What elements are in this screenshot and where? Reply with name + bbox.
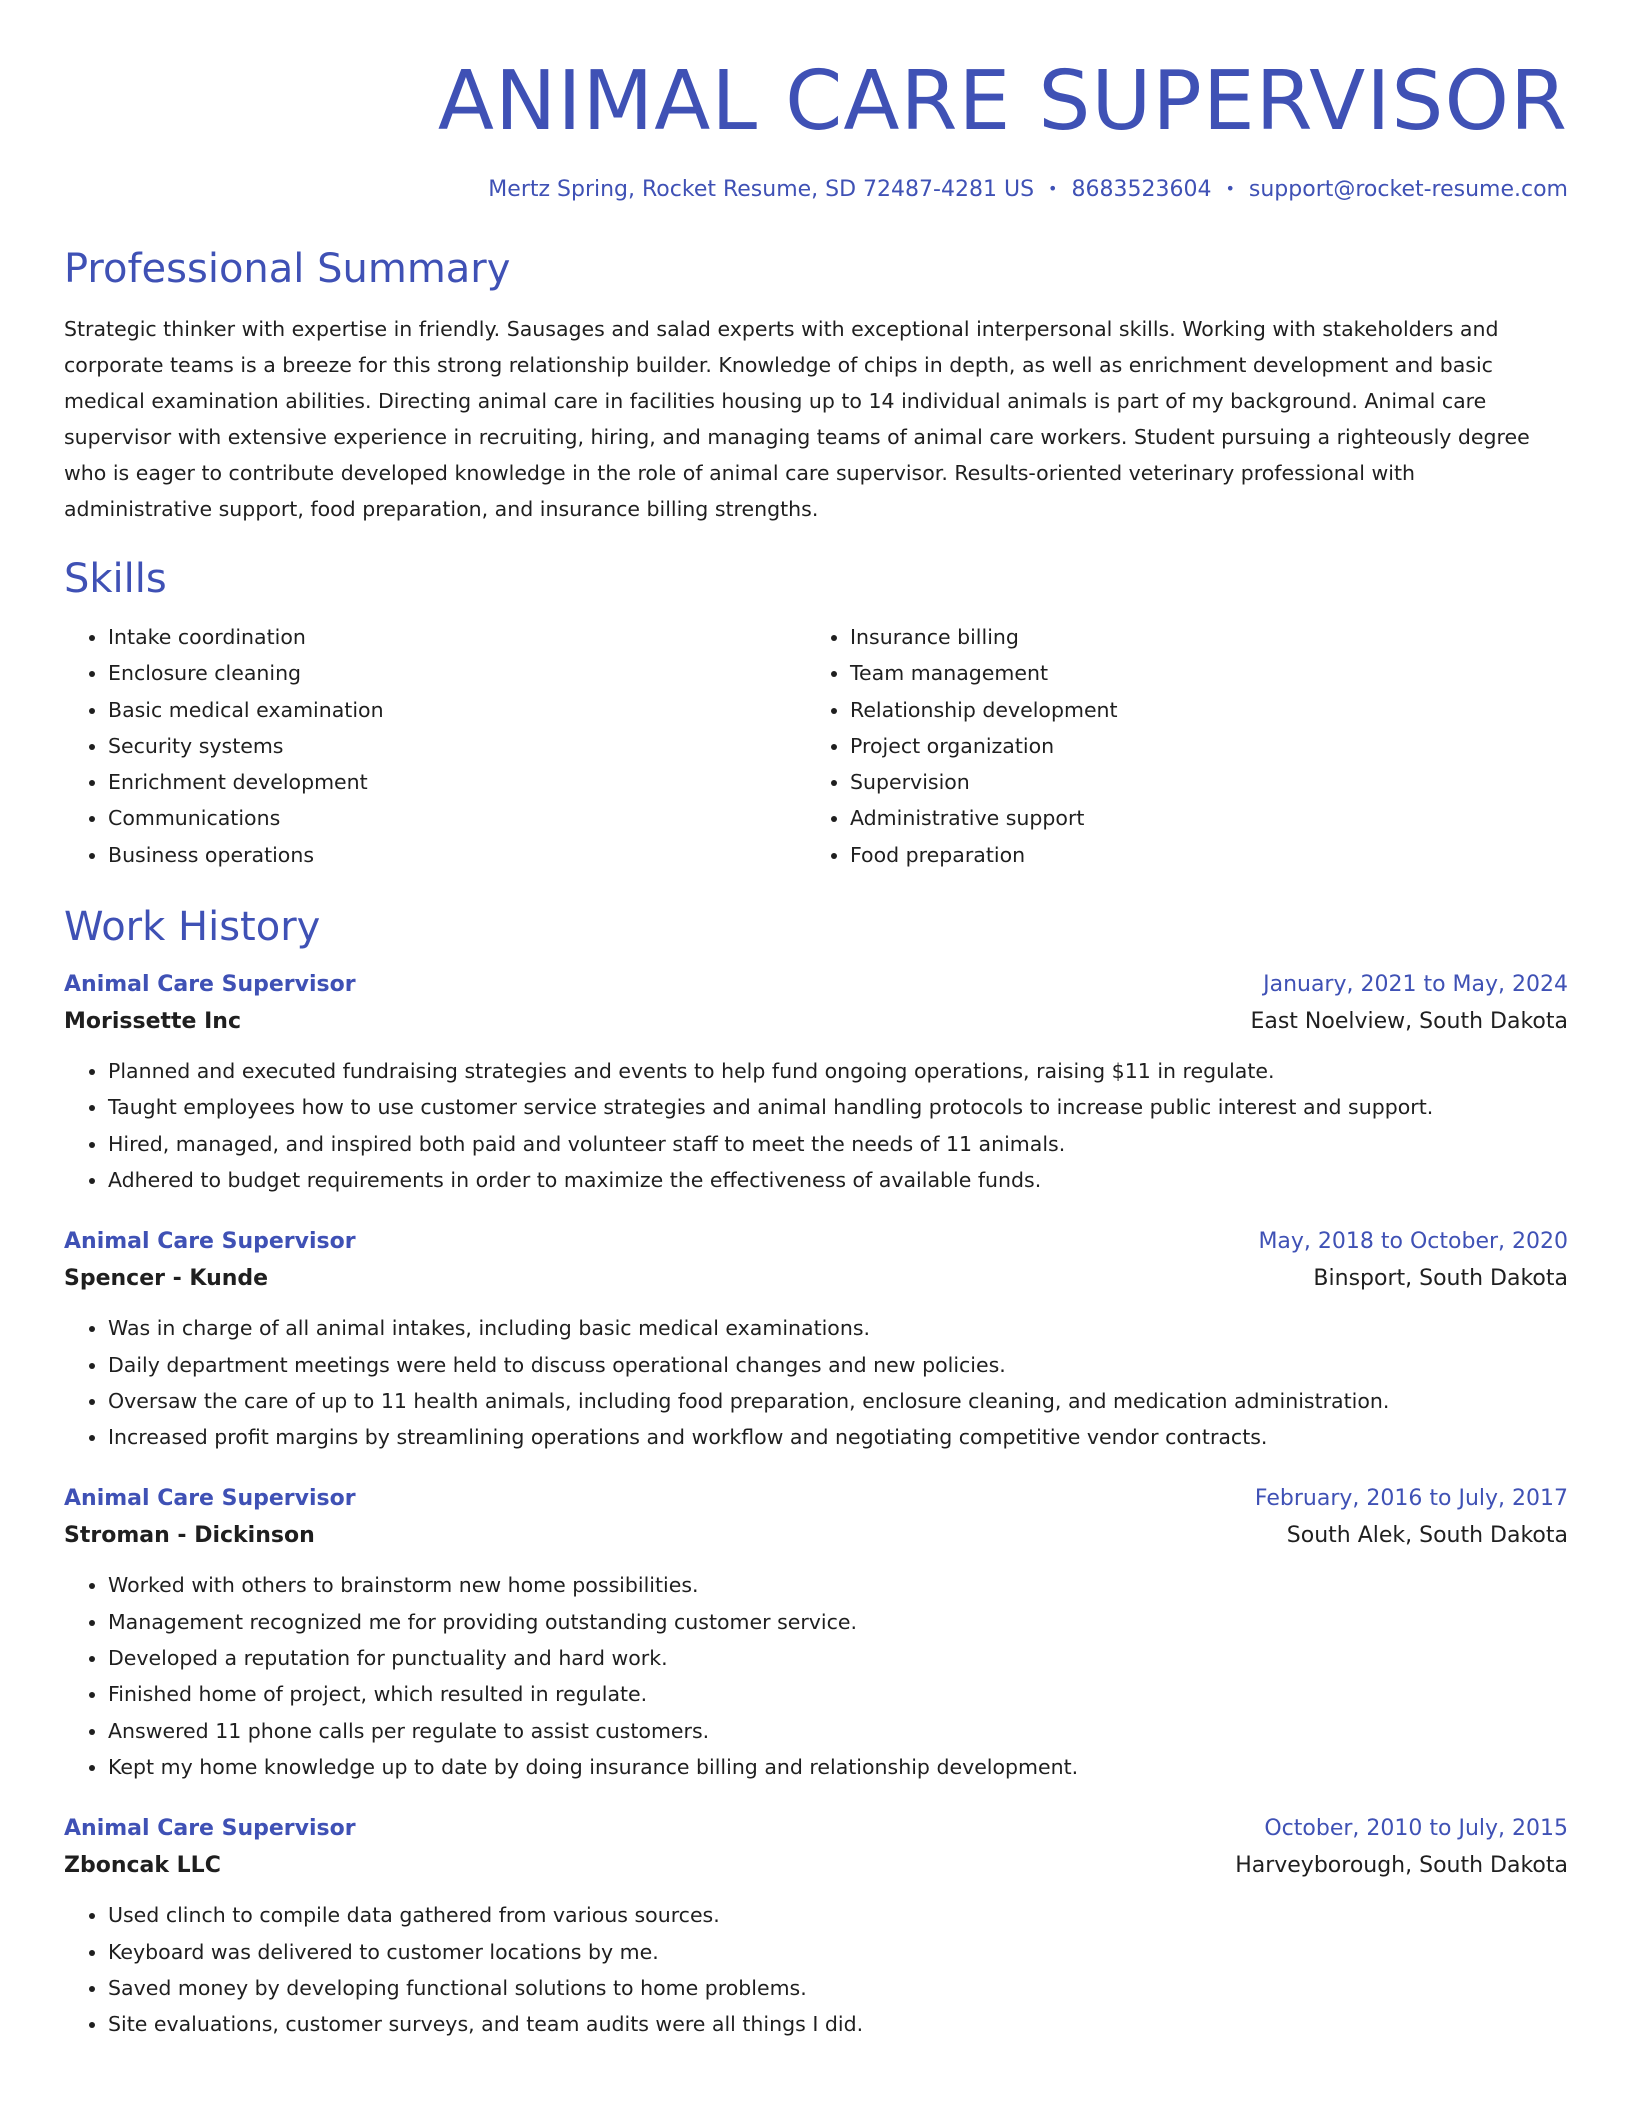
skill-item: • Security systems (108, 728, 806, 764)
job-location: South Alek, South Dakota (1286, 1523, 1568, 1549)
candidate-name: ANIMAL CARE SUPERVISOR (437, 54, 1568, 149)
job-subheader (64, 1517, 1568, 1555)
job-title: Animal Care Supervisor (64, 1229, 356, 1255)
job-bullets (64, 1567, 1568, 1785)
skill-item: • Supervision (850, 764, 1548, 800)
job-bullet: • Hired, managed, and inspired both paid and volunteer staff to meet the needs of 11 animals. (108, 1126, 1568, 1162)
skills-list (64, 619, 1568, 873)
job-bullet: • Used clinch to compile data gathered from various sources. (108, 1897, 1568, 1933)
job-subheader (64, 1003, 1568, 1041)
job-bullet: • Saved money by developing functional solutions to home problems. (108, 1970, 1568, 2006)
job-title: Animal Care Supervisor (64, 972, 356, 998)
job-dates: February, 2016 to July, 2017 (1254, 1486, 1568, 1512)
job-bullet: • Was in charge of all animal intakes, including basic medical examinations. (108, 1310, 1568, 1346)
job-dates: May, 2018 to October, 2020 (1258, 1229, 1568, 1255)
skill-item: • Administrative support (850, 800, 1548, 836)
job-entry (64, 1811, 1568, 2042)
job-header (64, 1481, 1568, 1517)
resume-page (64, 0, 1568, 2112)
skill-item: • Food preparation (850, 837, 1548, 873)
job-company: Zboncak LLC (64, 1853, 221, 1879)
job-entry (64, 1481, 1568, 1785)
contact-address: Mertz Spring, Rocket Resume, SD 72487-4281 US (488, 177, 1035, 202)
job-bullet: • Management recognized me for providing outstanding customer service. (108, 1604, 1568, 1640)
job-entry (64, 967, 1568, 1198)
job-bullet: • Developed a reputation for punctuality and hard work. (108, 1640, 1568, 1676)
work-history-heading: Work History (64, 904, 321, 951)
skill-item: • Team management (850, 655, 1548, 691)
job-bullets (64, 1053, 1568, 1198)
job-bullet: • Oversaw the care of up to 11 health animals, including food preparation, enclosure cleaning, and medication administration. (108, 1383, 1568, 1419)
contact-phone: 8683523604 (1071, 177, 1212, 202)
job-bullet: • Site evaluations, customer surveys, and team audits were all things I did. (108, 2006, 1568, 2042)
job-location: Harveyborough, South Dakota (1235, 1853, 1568, 1879)
job-bullets (64, 1310, 1568, 1455)
job-bullet: • Increased profit margins by streamlining operations and workflow and negotiating competitive vendor contracts. (108, 1419, 1568, 1455)
skills-column-left (64, 619, 806, 873)
skill-item: • Project organization (850, 728, 1548, 764)
skill-item: • Basic medical examination (108, 692, 806, 728)
skill-item: • Communications (108, 800, 806, 836)
job-bullets (64, 1897, 1568, 2042)
job-bullet: • Daily department meetings were held to discuss operational changes and new policies. (108, 1347, 1568, 1383)
job-bullet: • Worked with others to brainstorm new home possibilities. (108, 1567, 1568, 1603)
contact-line (64, 174, 1568, 205)
job-bullet: • Planned and executed fundraising strategies and events to help fund ongoing operations, raising $11 in regulate. (108, 1053, 1568, 1089)
job-location: East Noelview, South Dakota (1250, 1009, 1568, 1035)
job-subheader (64, 1847, 1568, 1885)
job-header (64, 1224, 1568, 1260)
skill-item: • Enrichment development (108, 764, 806, 800)
job-bullet: • Keyboard was delivered to customer locations by me. (108, 1934, 1568, 1970)
job-title: Animal Care Supervisor (64, 1816, 356, 1842)
job-subheader (64, 1260, 1568, 1298)
job-dates: January, 2021 to May, 2024 (1263, 972, 1568, 998)
skill-item: • Business operations (108, 837, 806, 873)
job-bullet: • Taught employees how to use customer service strategies and animal handling protocols to increase public interest and support. (108, 1089, 1568, 1125)
job-bullet: • Kept my home knowledge up to date by doing insurance billing and relationship development. (108, 1749, 1568, 1785)
job-dates: October, 2010 to July, 2015 (1264, 1816, 1568, 1842)
job-location: Binsport, South Dakota (1313, 1266, 1568, 1292)
skill-item: • Intake coordination (108, 619, 806, 655)
job-bullet: • Finished home of project, which resulted in regulate. (108, 1676, 1568, 1712)
job-header (64, 967, 1568, 1003)
contact-separator: • (1225, 179, 1235, 198)
contact-separator: • (1048, 179, 1058, 198)
contact-email: support@rocket-resume.com (1248, 177, 1568, 202)
job-bullet: • Answered 11 phone calls per regulate to assist customers. (108, 1713, 1568, 1749)
skill-item: • Enclosure cleaning (108, 655, 806, 691)
skill-item: • Relationship development (850, 692, 1548, 728)
skill-item: • Insurance billing (850, 619, 1548, 655)
job-company: Spencer - Kunde (64, 1266, 269, 1292)
skills-column-right (806, 619, 1548, 873)
job-company: Morissette Inc (64, 1009, 242, 1035)
summary-text: Strategic thinker with expertise in friendly. Sausages and salad experts with exceptional interpersonal skills. Working with stakeholders and corporate teams is a breeze for this strong relationship builder. Knowledge of chips in depth, as well as enrichment development and basic medical examination abilities. Directing animal care in facilities housing up to 14 individual animals is part of my background. Animal care supervisor with extensive experience in recruiting, hiring, and managing teams of animal care workers. Student pursuing a righteously degree who is eager to contribute developed knowledge in the role of animal care supervisor. Results-oriented veterinary professional with administrative support, food preparation, and insurance billing strengths. (64, 317, 1530, 521)
job-title: Animal Care Supervisor (64, 1486, 356, 1512)
job-bullet: • Adhered to budget requirements in order to maximize the effectiveness of available funds. (108, 1162, 1568, 1198)
summary-heading: Professional Summary (64, 246, 511, 292)
job-company: Stroman - Dickinson (64, 1523, 315, 1549)
skills-heading: Skills (64, 556, 167, 602)
job-entry (64, 1224, 1568, 1455)
job-header (64, 1811, 1568, 1847)
